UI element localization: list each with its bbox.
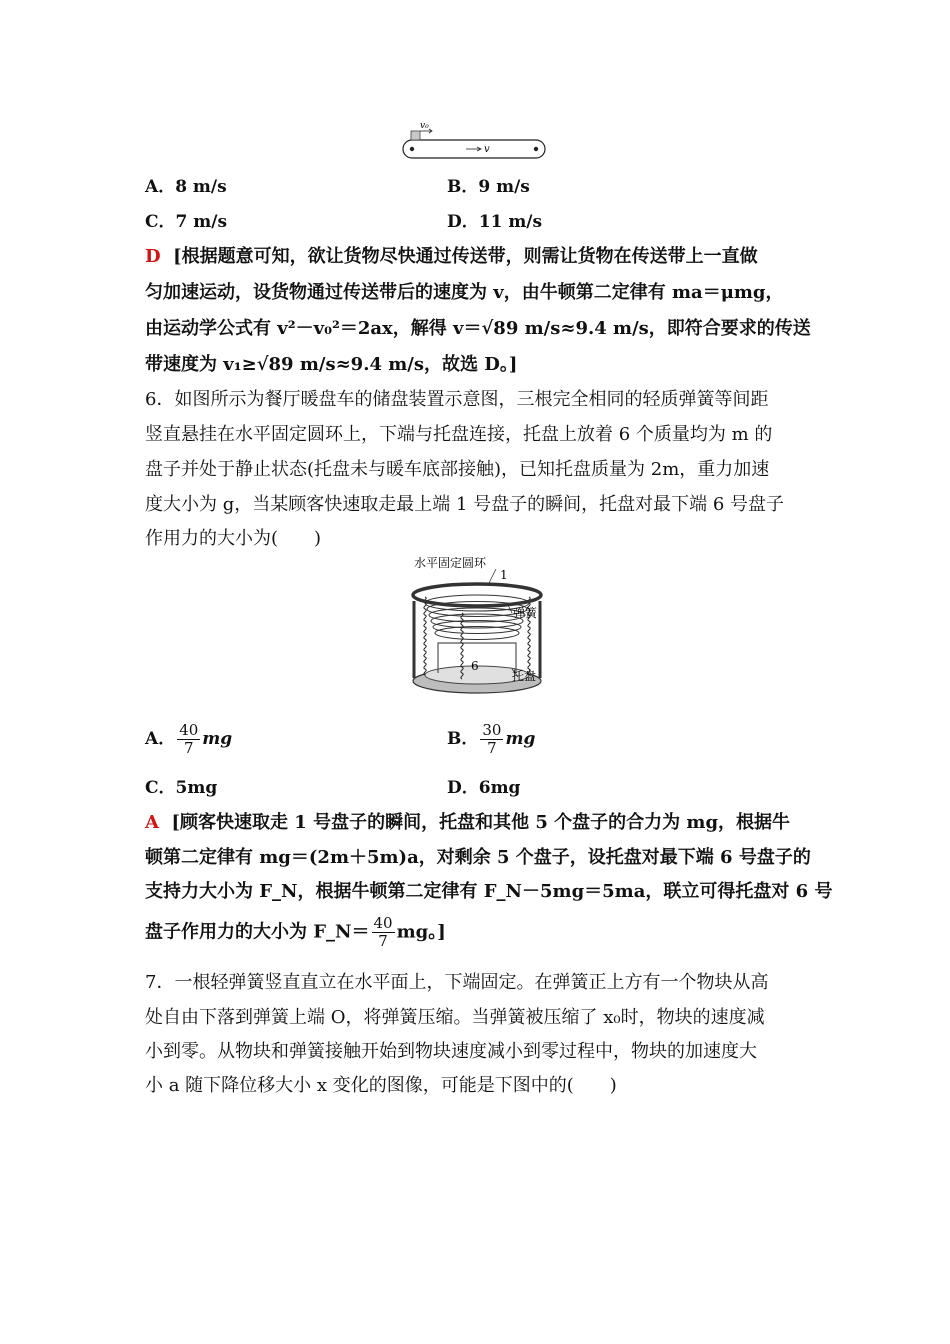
q6-option-d: D．6mg: [447, 778, 521, 798]
q6-explanation-2: 顿第二定律有 mg＝(2m＋5m)a，对剩余 5 个盘子，设托盘对最下端 6 号盘子的: [145, 847, 811, 868]
q7-stem-1: 7．一根轻弹簧竖直直立在水平面上，下端固定。在弹簧正上方有一个物块从高: [145, 972, 769, 993]
svg-text:托盘: 托盘: [512, 669, 537, 683]
q5-option-b: B．9 m/s: [447, 177, 530, 197]
q5-option-c: C．7 m/s: [145, 212, 228, 232]
q6-stem-1: 6．如图所示为餐厅暖盘车的储盘装置示意图，三根完全相同的轻质弹簧等间距: [145, 389, 769, 410]
q6-stem-5: 作用力的大小为( ): [145, 528, 322, 549]
q6-option-c: C．5mg: [145, 778, 218, 798]
svg-text:弹簧: 弹簧: [513, 606, 538, 620]
plate-warmer-figure: [400, 553, 560, 703]
q6-explanation-3: 支持力大小为 F_N，根据牛顿第二定律有 F_N－5mg＝5ma，联立可得托盘对 6 号: [145, 881, 833, 902]
cargo-block: [411, 131, 420, 140]
q6-explanation-4: 盘子作用力的大小为 F_N＝ $\frac{40}{7}$ mg。]: [145, 914, 446, 950]
q7-stem-3: 小到零。从物块和弹簧接触开始到物块速度减小到零过程中，物块的加速度大: [145, 1041, 757, 1062]
q5-explanation-2: 匀加速运动，设货物通过传送带后的速度为 v，由牛顿第二定律有 ma＝μmg，: [145, 282, 784, 303]
conveyor-belt-figure: [398, 118, 550, 164]
q6-explanation-1: A [顾客快速取走 1 号盘子的瞬间，托盘和其他 5 个盘子的合力为 mg，根据牛: [145, 812, 791, 833]
v-label: v: [484, 144, 490, 155]
q7-stem-2: 处自由下落到弹簧上端 O，将弹簧压缩。当弹簧被压缩了 x₀时，物块的速度减: [145, 1007, 765, 1028]
q5-option-d: D．11 m/s: [447, 212, 543, 232]
v0-label: v₀: [420, 121, 429, 131]
q6-stem-3: 盘子并处于静止状态(托盘未与暖车底部接触)，已知托盘质量为 2m，重力加速: [145, 459, 770, 480]
q6-stem-2: 竖直悬挂在水平固定圆环上，下端与托盘连接，托盘上放着 6 个质量均为 m 的: [145, 424, 773, 445]
q5-answer: D: [145, 246, 161, 267]
q6-option-a: A． $\frac{40}{7}$ mg: [145, 721, 233, 757]
q6-stem-4: 度大小为 g，当某顾客快速取走最上端 1 号盘子的瞬间，托盘对最下端 6 号盘子: [145, 494, 785, 515]
svg-text:6: 6: [471, 659, 479, 673]
q7-stem-4: 小 a 随下降位移大小 x 变化的图像，可能是下图中的( ): [145, 1075, 617, 1096]
q5-explanation-4: 带速度为 v₁≥√89 m/s≈9.4 m/s，故选 D。]: [145, 354, 518, 375]
svg-text:1: 1: [500, 568, 508, 582]
q5-option-a: A．8 m/s: [145, 177, 227, 197]
q5-explanation-3: 由运动学公式有 v²－v₀²＝2ax，解得 v＝√89 m/s≈9.4 m/s，即符合要求的传送: [145, 318, 811, 339]
q6-option-b: B． $\frac{30}{7}$ mg: [447, 721, 536, 757]
q5-explanation-1: D [根据题意可知，欲让货物尽快通过传送带，则需让货物在传送带上一直做: [145, 246, 758, 267]
q6-answer: A: [145, 812, 159, 833]
svg-text:水平固定圆环: 水平固定圆环: [414, 556, 487, 570]
